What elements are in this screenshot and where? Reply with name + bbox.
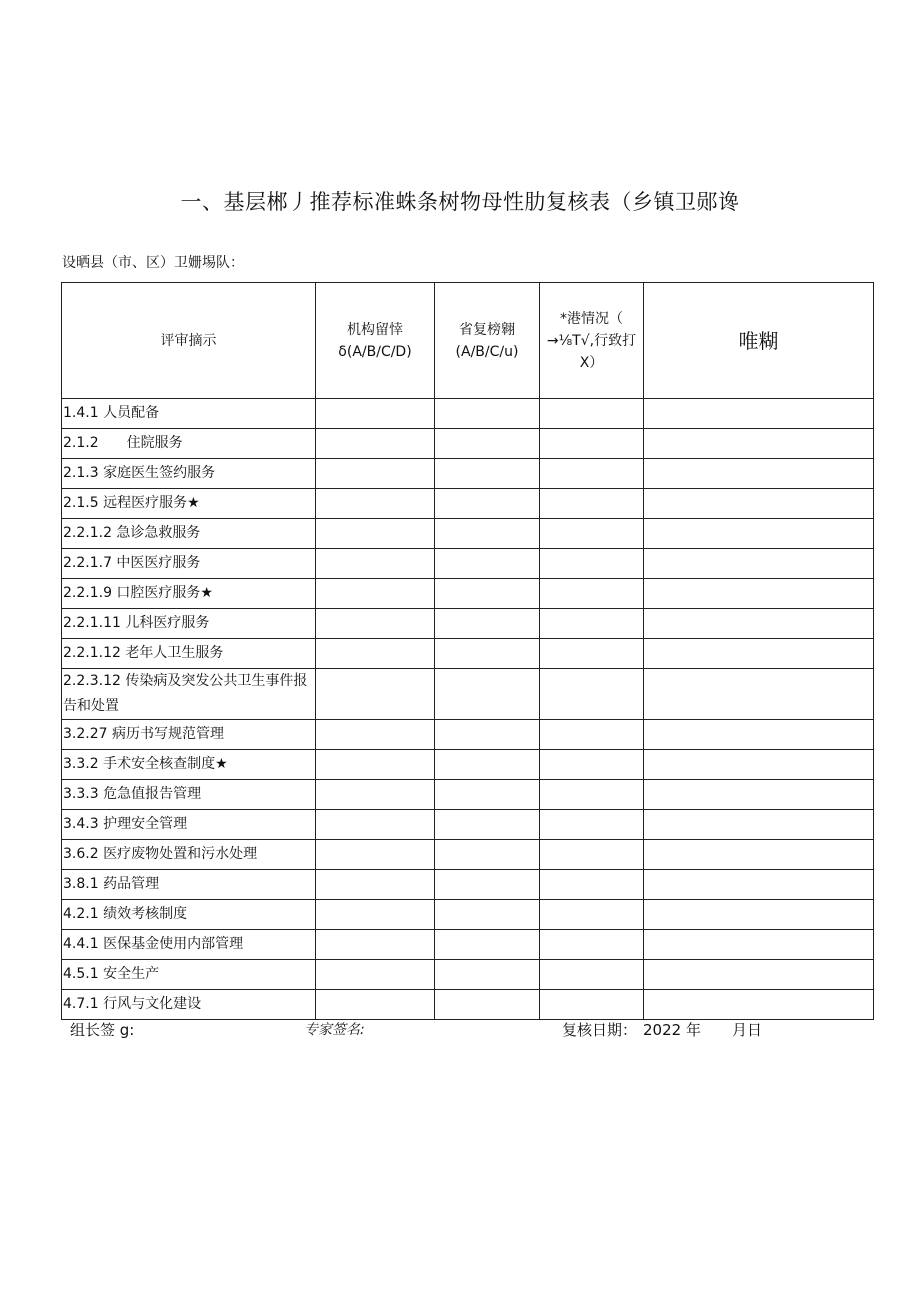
header-self-eval bbox=[316, 283, 435, 399]
row-item: 2.2.1.2 急诊急救服务 bbox=[62, 519, 316, 549]
provincial-cell[interactable] bbox=[435, 429, 540, 459]
provincial-cell[interactable] bbox=[435, 609, 540, 639]
provincial-cell[interactable] bbox=[435, 750, 540, 780]
row-item: 2.1.2 住院服务 bbox=[62, 429, 316, 459]
table-row bbox=[62, 579, 874, 609]
remarks-cell[interactable] bbox=[644, 870, 874, 900]
row-item: 3.4.3 护理安全管理 bbox=[62, 810, 316, 840]
remarks-cell[interactable] bbox=[644, 639, 874, 669]
header-item: 评审摘示 bbox=[62, 283, 316, 399]
self-eval-cell[interactable] bbox=[316, 609, 435, 639]
status-cell[interactable] bbox=[540, 900, 644, 930]
self-eval-cell[interactable] bbox=[316, 960, 435, 990]
remarks-cell[interactable] bbox=[644, 459, 874, 489]
table-row bbox=[62, 870, 874, 900]
row-item: 4.5.1 安全生产 bbox=[62, 960, 316, 990]
status-cell[interactable] bbox=[540, 750, 644, 780]
self-eval-cell[interactable] bbox=[316, 639, 435, 669]
table-row bbox=[62, 459, 874, 489]
self-eval-cell[interactable] bbox=[316, 930, 435, 960]
table-row bbox=[62, 519, 874, 549]
remarks-cell[interactable] bbox=[644, 399, 874, 429]
header-remarks: 唯糊 bbox=[644, 283, 874, 399]
status-cell[interactable] bbox=[540, 669, 644, 720]
remarks-cell[interactable] bbox=[644, 900, 874, 930]
table-row bbox=[62, 549, 874, 579]
leader-signature-label: 组长签 g: bbox=[70, 1021, 135, 1039]
self-eval-cell[interactable] bbox=[316, 720, 435, 750]
row-item: 2.2.3.12 传染病及突发公共卫生事件报告和处置 bbox=[62, 669, 316, 720]
row-item: 2.2.1.11 儿科医疗服务 bbox=[62, 609, 316, 639]
self-eval-cell[interactable] bbox=[316, 399, 435, 429]
table-row bbox=[62, 840, 874, 870]
provincial-cell[interactable] bbox=[435, 399, 540, 429]
remarks-cell[interactable] bbox=[644, 990, 874, 1020]
row-item: 3.8.1 药品管理 bbox=[62, 870, 316, 900]
status-cell[interactable] bbox=[540, 840, 644, 870]
remarks-cell[interactable] bbox=[644, 549, 874, 579]
status-cell[interactable] bbox=[540, 960, 644, 990]
status-cell[interactable] bbox=[540, 639, 644, 669]
provincial-cell[interactable] bbox=[435, 900, 540, 930]
table-row bbox=[62, 960, 874, 990]
remarks-cell[interactable] bbox=[644, 519, 874, 549]
status-cell[interactable] bbox=[540, 459, 644, 489]
row-item: 3.3.3 危急值报告管理 bbox=[62, 780, 316, 810]
table-row bbox=[62, 810, 874, 840]
row-item: 2.2.1.7 中医医疗服务 bbox=[62, 549, 316, 579]
remarks-cell[interactable] bbox=[644, 840, 874, 870]
provincial-cell[interactable] bbox=[435, 489, 540, 519]
remarks-cell[interactable] bbox=[644, 750, 874, 780]
self-eval-cell[interactable] bbox=[316, 429, 435, 459]
table-row bbox=[62, 609, 874, 639]
table-row bbox=[62, 990, 874, 1020]
status-cell[interactable] bbox=[540, 429, 644, 459]
row-item: 4.2.1 绩效考核制度 bbox=[62, 900, 316, 930]
row-item: 3.2.27 病历书写规范管理 bbox=[62, 720, 316, 750]
self-eval-cell[interactable] bbox=[316, 579, 435, 609]
provincial-cell[interactable] bbox=[435, 780, 540, 810]
row-item: 3.3.2 手术安全核查制度★ bbox=[62, 750, 316, 780]
remarks-cell[interactable] bbox=[644, 489, 874, 519]
provincial-cell[interactable] bbox=[435, 870, 540, 900]
table-row bbox=[62, 639, 874, 669]
remarks-cell[interactable] bbox=[644, 579, 874, 609]
row-item: 2.1.5 远程医疗服务★ bbox=[62, 489, 316, 519]
row-item: 2.2.1.12 老年人卫生服务 bbox=[62, 639, 316, 669]
status-cell[interactable] bbox=[540, 399, 644, 429]
status-cell[interactable] bbox=[540, 519, 644, 549]
self-eval-cell[interactable] bbox=[316, 990, 435, 1020]
table-row bbox=[62, 429, 874, 459]
status-cell[interactable] bbox=[540, 780, 644, 810]
table-row bbox=[62, 900, 874, 930]
table-row bbox=[62, 780, 874, 810]
status-cell[interactable] bbox=[540, 810, 644, 840]
self-eval-cell[interactable] bbox=[316, 870, 435, 900]
header-status-line3: X） bbox=[579, 354, 604, 371]
review-date-year: 2022 年 bbox=[643, 1021, 701, 1039]
provincial-cell[interactable] bbox=[435, 960, 540, 990]
self-eval-cell[interactable] bbox=[316, 489, 435, 519]
table-row bbox=[62, 669, 874, 720]
remarks-cell[interactable] bbox=[644, 609, 874, 639]
remarks-cell[interactable] bbox=[644, 930, 874, 960]
self-eval-cell[interactable] bbox=[316, 750, 435, 780]
status-cell[interactable] bbox=[540, 549, 644, 579]
review-date-label: 复核日期： bbox=[562, 1021, 638, 1039]
status-cell[interactable] bbox=[540, 609, 644, 639]
provincial-cell[interactable] bbox=[435, 549, 540, 579]
provincial-cell[interactable] bbox=[435, 840, 540, 870]
self-eval-cell[interactable] bbox=[316, 810, 435, 840]
row-item: 1.4.1 人员配备 bbox=[62, 399, 316, 429]
county-label: 设晒县（市、区）卫姗埸队： bbox=[62, 255, 244, 271]
status-cell[interactable] bbox=[540, 489, 644, 519]
provincial-cell[interactable] bbox=[435, 720, 540, 750]
self-eval-cell[interactable] bbox=[316, 519, 435, 549]
table-row bbox=[62, 489, 874, 519]
header-self-eval-line2: δ(A∕B∕C∕D) bbox=[338, 343, 412, 360]
self-eval-cell[interactable] bbox=[316, 459, 435, 489]
review-date-month-day: 月日 bbox=[732, 1021, 763, 1039]
self-eval-cell[interactable] bbox=[316, 900, 435, 930]
row-item: 4.4.1 医保基金使用内部管理 bbox=[62, 930, 316, 960]
header-provincial bbox=[435, 283, 540, 399]
status-cell[interactable] bbox=[540, 870, 644, 900]
provincial-cell[interactable] bbox=[435, 810, 540, 840]
row-item: 3.6.2 医疗废物处置和污水处理 bbox=[62, 840, 316, 870]
remarks-cell[interactable] bbox=[644, 720, 874, 750]
table-row bbox=[62, 720, 874, 750]
row-item: 4.7.1 行风与文化建设 bbox=[62, 990, 316, 1020]
provincial-cell[interactable] bbox=[435, 930, 540, 960]
status-cell[interactable] bbox=[540, 579, 644, 609]
remarks-cell[interactable] bbox=[644, 669, 874, 720]
provincial-cell[interactable] bbox=[435, 519, 540, 549]
provincial-cell[interactable] bbox=[435, 990, 540, 1020]
self-eval-cell[interactable] bbox=[316, 549, 435, 579]
provincial-cell[interactable] bbox=[435, 669, 540, 720]
row-item: 2.2.1.9 口腔医疗服务★ bbox=[62, 579, 316, 609]
self-eval-cell[interactable] bbox=[316, 669, 435, 720]
status-cell[interactable] bbox=[540, 930, 644, 960]
expert-signature-label: 专家签名: bbox=[304, 1022, 365, 1038]
remarks-cell[interactable] bbox=[644, 429, 874, 459]
self-eval-cell[interactable] bbox=[316, 840, 435, 870]
row-item: 2.1.3 家庭医生签约服务 bbox=[62, 459, 316, 489]
provincial-cell[interactable] bbox=[435, 639, 540, 669]
status-cell[interactable] bbox=[540, 990, 644, 1020]
remarks-cell[interactable] bbox=[644, 960, 874, 990]
header-status-line1: *港情况（ bbox=[560, 310, 623, 327]
status-cell[interactable] bbox=[540, 720, 644, 750]
signature-footer bbox=[0, 1019, 920, 1043]
remarks-cell[interactable] bbox=[644, 810, 874, 840]
document-title: 一、基层郴丿推荐标准蛛条树物母性肋复核表（乡镇卫郧谗 bbox=[180, 190, 740, 214]
header-status-line2: →⅛T√,行致打 bbox=[546, 332, 637, 349]
header-status bbox=[540, 283, 644, 399]
header-self-eval-line1: 机构留悻 bbox=[347, 321, 403, 338]
table-row bbox=[62, 930, 874, 960]
table-header-row bbox=[62, 283, 874, 399]
self-eval-cell[interactable] bbox=[316, 780, 435, 810]
header-provincial-line2: (A∕B∕C∕u) bbox=[455, 343, 519, 360]
table-row bbox=[62, 750, 874, 780]
provincial-cell[interactable] bbox=[435, 579, 540, 609]
remarks-cell[interactable] bbox=[644, 780, 874, 810]
header-provincial-line1: 省复榜翱 bbox=[459, 321, 515, 338]
table-row bbox=[62, 399, 874, 429]
provincial-cell[interactable] bbox=[435, 459, 540, 489]
review-table bbox=[61, 282, 874, 1020]
